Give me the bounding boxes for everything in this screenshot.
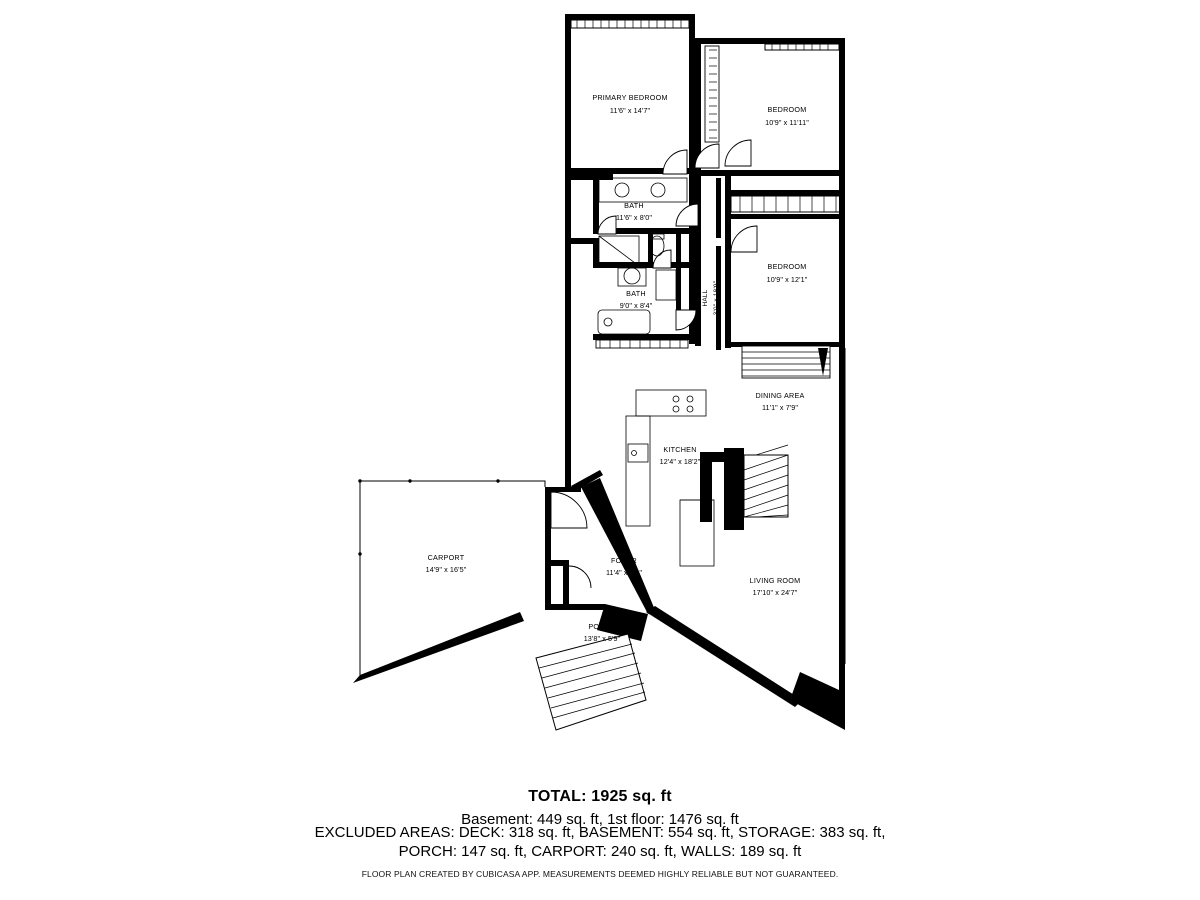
- area-breakdown-text: Basement: 449 sq. ft, 1st floor: 1476 sq. ft: [461, 811, 739, 828]
- room-dim-bedroom-3: 10'9" x 12'1": [766, 275, 808, 284]
- room-dim-carport: 14'9" x 16'5": [425, 565, 467, 574]
- room-label-bath-2: BATH: [626, 289, 646, 298]
- excluded-areas-line-1: EXCLUDED AREAS: DECK: 318 sq. ft, BASEMENT: 554 sq. ft, STORAGE: 383 sq. ft,: [314, 824, 886, 841]
- room-label-foyer: FOYER: [610, 556, 638, 565]
- room-dim-bedroom-2: 10'9" x 11'11": [765, 118, 809, 127]
- room-dim-bath-1: 11'6" x 8'0": [615, 213, 653, 222]
- room-dim-living-room: 17'10" x 24'7": [752, 588, 798, 597]
- room-dim-dining-area: 11'1" x 7'9": [761, 403, 799, 412]
- room-label-carport: CARPORT: [427, 553, 465, 562]
- room-dim-kitchen: 12'4" x 18'2": [659, 457, 701, 466]
- room-dim-porch: 13'8" x 5'9": [583, 634, 621, 643]
- room-label-primary-bedroom: PRIMARY BEDROOM: [592, 93, 668, 102]
- room-label-living-room: LIVING ROOM: [749, 576, 801, 585]
- room-label-kitchen: KITCHEN: [663, 445, 697, 454]
- room-label-hall: HALL: [702, 289, 709, 307]
- room-dim-hall: 3'0" x 18'9": [713, 280, 720, 316]
- room-label-bath-1: BATH: [624, 201, 644, 210]
- room-label-bedroom-3: BEDROOM: [767, 262, 807, 271]
- room-label-porch: PORCH: [588, 622, 616, 631]
- room-dim-primary-bedroom: 11'6" x 14'7": [609, 106, 651, 115]
- room-label-bedroom-2: BEDROOM: [767, 105, 807, 114]
- room-dim-bath-2: 9'0" x 8'4": [619, 301, 653, 310]
- disclaimer-text: FLOOR PLAN CREATED BY CUBICASA APP. MEASUREMENTS DEEMED HIGHLY RELIABLE BUT NOT GUARANTEED.: [361, 869, 839, 879]
- room-label-dining-area: DINING AREA: [755, 391, 805, 400]
- total-area-text: TOTAL: 1925 sq. ft: [528, 788, 672, 805]
- exterior-stairs: [536, 634, 646, 730]
- room-dim-foyer: 11'4" x 6'4": [605, 568, 643, 577]
- excluded-areas-line-2: PORCH: 147 sq. ft, CARPORT: 240 sq. ft, WALLS: 189 sq. ft: [398, 843, 802, 860]
- fireplace-hatch: [744, 445, 788, 517]
- interior-stairs: [742, 346, 830, 378]
